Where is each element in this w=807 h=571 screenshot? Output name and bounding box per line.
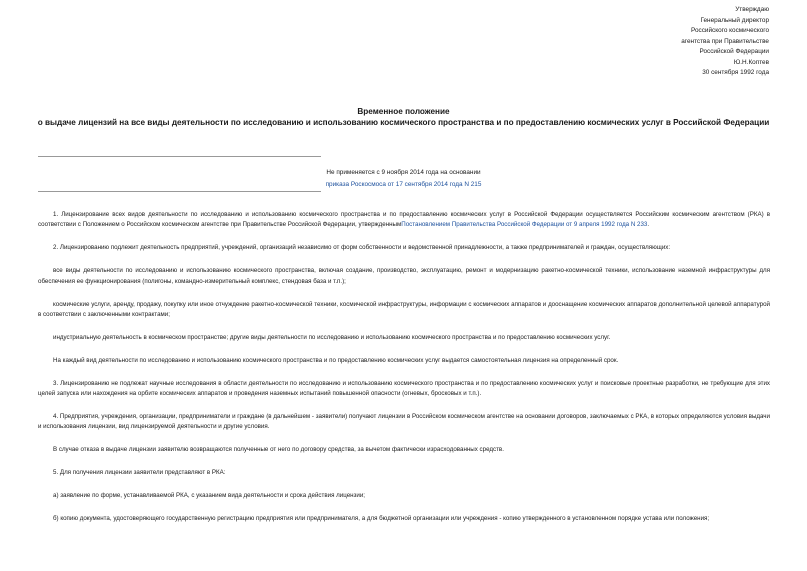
paragraph-5: индустриальную деятельность в космическом пространстве; другие виды деятельности по исследованию и использованию космического пространства и по предоставлению космических услуг. [53,333,611,341]
divider-bottom [38,191,321,192]
paragraph-12: б) копию документа, удостоверяющего государственную регистрацию предприятия или предпринимателя, а для бюджетной организации или учреждения - копию утвержденного в установленном порядке устава или положения; [53,515,710,523]
approval-line: Ю.Н.Коптев [733,58,769,66]
status-note [0,167,807,190]
title-line-2: о выдаче лицензий на все виды деятельности по исследованию и использованию космического пространства и по предоставлению космических услуг в Российской Федерации [37,117,770,127]
paragraph-1-text: 1. Лицензирование всех видов деятельности по исследованию и использованию космического пространства и по предоставлению космических услуг в Российской Федерации осуществляется Российским космическим агентством (РКА) в соответствии с Положением о Российском космическом агентстве при Правительстве Российской Федерации, утвержденным [38,211,770,229]
paragraph-10: 5. Для получения лицензии заявители представляют в РКА: [53,469,226,477]
paragraph-7: 3. Лицензированию не подлежат научные исследования в области деятельности по исследованию и использованию космического пространства и по предоставлению космических услуг и поисковые проектные разработки, не требующие для этих целей запуска или нахождения на орбите космических аппаратов и проведения наземных испытаний повышенной опасности (огневых, бросковых и т.п.). [38,379,770,398]
decree-link[interactable]: Постановлением Правительства Российской Федерации от 9 апреля 1992 года N 233 [401,221,648,229]
paragraph-1 [38,210,770,231]
paragraph-9: В случае отказа в выдаче лицензии заявителю возвращаются полученные от него по договору средства, за вычетом фактически израсходованных средств. [53,446,504,454]
paragraph-6: На каждый вид деятельности по исследованию и использованию космического пространства и по предоставлению космических услуг выдается самостоятельная лицензия на определенный срок. [53,356,619,364]
document-body [38,210,770,537]
approval-line: Российской Федерации [699,48,769,55]
divider-top [38,156,321,157]
approval-line: 30 сентября 1992 года [702,69,769,76]
approval-line: Российского космического [690,27,769,34]
paragraph-8: 4. Предприятия, учреждения, организации, предприниматели и граждане (в дальнейшем - заявители) получают лицензии в Российском космическом агентстве на основании договоров, заключаемых с РКА, в которых определяются условия выдачи и использования лицензии, вид лицензируемой деятельности и другие условия. [38,413,770,431]
title-line-1: Временное положение [357,107,450,116]
paragraph-1-end: . [647,221,650,229]
status-note-text: Не применяется с 9 ноября 2014 года на основании [326,169,481,176]
status-note-link[interactable]: приказа Роскосмоса от 17 сентября 2014 года N 215 [325,180,482,188]
paragraph-11: а) заявление по форме, устанавливаемой РКА, с указанием вида деятельности и срока действия лицензии; [53,492,366,500]
document-title [0,107,807,128]
approval-block [569,5,769,79]
approval-line: Генеральный директор [700,16,769,24]
approval-line: Утверждаю [735,6,769,13]
paragraph-3: все виды деятельности по исследованию и использованию космического пространства, включая создание, производство, эксплуатацию, ремонт и модернизацию ракетно-космической техники, использование наземной инфраструктуры для обеспечения ее функционирования (полигоны, командно-измерительный комплекс, стендовая база и т.п.); [38,267,770,285]
paragraph-4: космические услуги, аренду, продажу, покупку или иное отчуждение ракетно-космической техники, космической инфраструктуры, информации с космических аппаратов и дооснащение космических аппаратов дополнительной целевой аппаратурой в соответствии с заключенными контрактами; [38,300,770,318]
approval-line: агентства при Правительстве [681,37,769,45]
paragraph-2: 2. Лицензированию подлежит деятельность предприятий, учреждений, организаций независимо от форм собственности и ведомственной принадлежности, а также предпринимателей и граждан, осуществляющих: [53,244,671,252]
